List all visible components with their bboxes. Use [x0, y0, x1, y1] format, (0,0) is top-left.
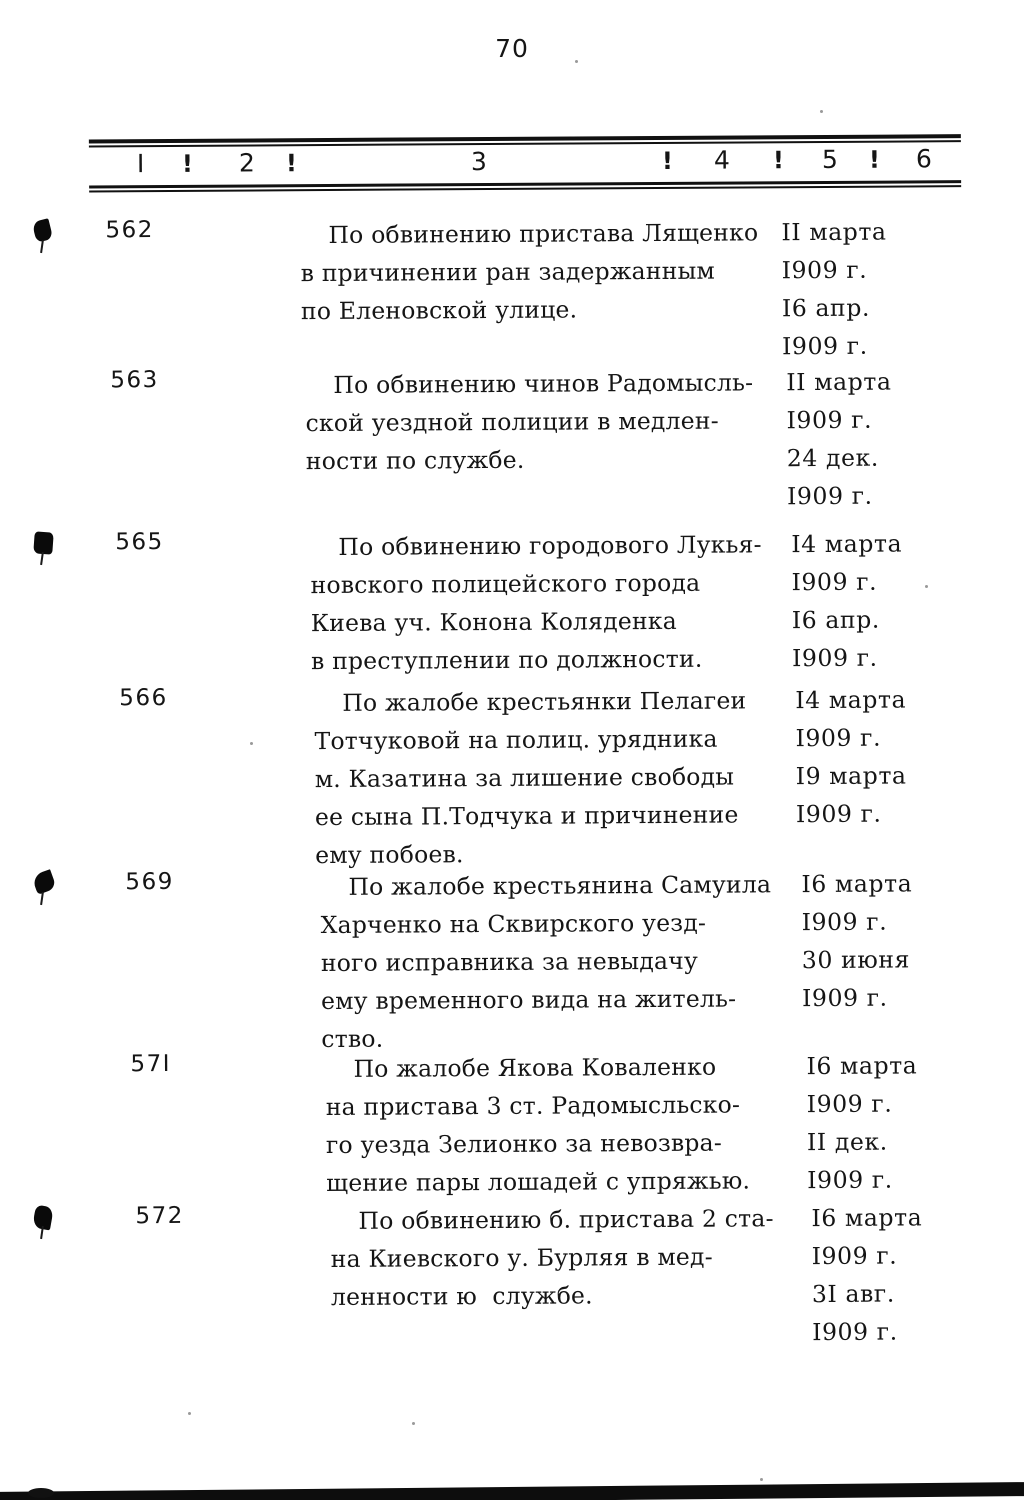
date-line: I909 г. — [782, 331, 868, 361]
entry-number: 563 — [110, 367, 159, 394]
date-line: I909 г. — [802, 983, 888, 1013]
entry-number: 57I — [130, 1050, 172, 1078]
pen-mark-tail — [40, 892, 44, 905]
entry-number: 565 — [115, 529, 164, 556]
entry-description — [300, 213, 771, 330]
entry-description — [330, 1199, 801, 1316]
table-row — [105, 211, 1024, 361]
description-line: ему временного вида на житель- — [321, 984, 737, 1016]
scan-speck — [412, 1422, 415, 1425]
date-line: I9 марта — [795, 761, 907, 791]
scan-blob-artifact — [28, 1488, 54, 1498]
entry-description — [314, 681, 785, 874]
description-line: ство. — [321, 1024, 384, 1054]
column-header-3: 3 — [470, 147, 487, 177]
scan-speck — [188, 1412, 191, 1415]
description-line: По жалобе Якова Коваленко — [353, 1052, 717, 1083]
table-row — [110, 361, 1024, 511]
description-line: ности по службе. — [305, 445, 525, 476]
scan-speck — [575, 60, 578, 63]
description-line: По обвинению городового Лукья- — [338, 530, 762, 561]
description-line: ему побоев. — [315, 840, 464, 870]
scan-speck — [925, 585, 928, 588]
description-line: По жалобе крестьянина Самуила — [348, 870, 772, 901]
description-line: По обвинению б. пристава 2 ста- — [358, 1204, 774, 1235]
entry-number: 566 — [119, 684, 168, 712]
date-line: I909 г. — [806, 1089, 893, 1119]
date-line: I6 апр. — [791, 605, 880, 635]
description-line: Киева уч. Конона Коляденка — [310, 606, 677, 638]
scan-speck — [760, 1478, 763, 1481]
entry-description — [310, 525, 781, 680]
description-line: ской уездной полиции в медлен- — [305, 406, 719, 438]
entry-number: 562 — [105, 217, 154, 244]
scan-edge-artifact — [0, 1482, 1024, 1500]
entry-number: 572 — [135, 1202, 184, 1230]
entry-dates — [786, 362, 1024, 516]
entry-dates — [795, 680, 1024, 834]
date-line: I909 г. — [786, 405, 873, 435]
column-separator-1: ! — [181, 149, 194, 178]
column-separator-3: ! — [661, 146, 674, 175]
date-line: I909 г. — [807, 1165, 893, 1195]
description-line: ее сына П.Тодчука и причинение — [314, 800, 739, 832]
description-line: го уезда Зелионко за невозвра- — [325, 1128, 723, 1160]
date-line: I6 марта — [801, 869, 913, 899]
date-line: II дек. — [806, 1127, 888, 1157]
date-line: 24 дек. — [786, 443, 880, 473]
scan-speck — [250, 742, 253, 745]
description-line: По жалобе крестьянки Пелагеи — [342, 686, 747, 717]
column-separator-2: ! — [285, 149, 298, 178]
entry-number: 569 — [125, 868, 174, 896]
description-line: на Киевского у. Бурляя в мед- — [330, 1242, 713, 1274]
column-header-1: I — [136, 149, 145, 179]
margin-check-mark-icon — [34, 532, 68, 566]
description-line: щение пары лошадей с упряжью. — [326, 1166, 751, 1198]
date-line: I909 г. — [786, 481, 873, 511]
date-line: I909 г. — [795, 723, 882, 753]
description-line: в причинении ран задержанным — [300, 256, 716, 288]
table-column-header — [89, 134, 961, 191]
date-line: 30 июня — [801, 945, 911, 975]
pen-mark-tail — [40, 1226, 44, 1239]
date-line: I909 г. — [791, 643, 878, 673]
column-header-5: 5 — [821, 144, 838, 174]
entry-dates — [811, 1198, 1024, 1352]
description-line: в преступлении по должности. — [310, 644, 703, 676]
description-line: Харченко на Сквирского уезд- — [320, 908, 707, 940]
description-line: По обвинению пристава Лященко — [328, 218, 759, 249]
entry-dates — [806, 1046, 1024, 1200]
description-line: ного исправника за невыдачу — [320, 946, 699, 978]
pen-mark-blob — [33, 531, 53, 554]
date-line: I6 марта — [806, 1051, 918, 1081]
date-line: I909 г. — [791, 567, 878, 597]
entry-dates — [801, 864, 1024, 1018]
description-line: По обвинению чинов Радомысль- — [333, 368, 754, 399]
entry-dates — [791, 524, 1024, 678]
margin-check-mark-icon — [34, 872, 68, 906]
description-line: Тотчуковой на полиц. урядника — [314, 724, 718, 756]
column-separator-5: ! — [868, 145, 881, 174]
description-line: ленности ю службе. — [330, 1281, 593, 1312]
date-line: I909 г. — [801, 907, 888, 937]
column-separator-4: ! — [772, 146, 785, 175]
date-line: II марта — [781, 217, 887, 247]
date-line: II марта — [786, 367, 892, 397]
date-line: I4 марта — [791, 529, 903, 559]
date-line: I6 марта — [811, 1203, 923, 1233]
date-line: I6 апр. — [781, 293, 871, 323]
date-line: I909 г. — [781, 255, 868, 285]
entry-description — [325, 1047, 796, 1202]
date-line: I909 г. — [795, 799, 882, 829]
table-row — [115, 523, 1024, 676]
description-line: по Еленовской улице. — [300, 295, 578, 326]
entry-dates — [781, 212, 1024, 366]
table-row — [119, 679, 1024, 870]
column-header-2: 2 — [238, 148, 255, 178]
date-line: I909 г. — [812, 1317, 898, 1347]
date-line: 3I авг. — [811, 1279, 895, 1309]
description-line: на пристава 3 ст. Радомысльско- — [325, 1090, 741, 1122]
scan-speck — [820, 110, 823, 113]
description-line: новского полицейского города — [310, 568, 701, 600]
date-line: I4 марта — [795, 685, 907, 715]
date-line: I909 г. — [811, 1241, 898, 1271]
entry-description — [305, 363, 776, 480]
description-line: м. Казатина за лишение свободы — [314, 762, 735, 794]
page-number: 70 — [495, 34, 529, 63]
entry-description — [320, 865, 791, 1058]
pen-mark-tail — [40, 552, 44, 565]
column-header-6: 6 — [915, 144, 932, 174]
column-header-4: 4 — [713, 145, 730, 175]
margin-check-mark-icon — [34, 1206, 68, 1240]
pen-mark-blob — [31, 869, 57, 895]
margin-check-mark-icon — [34, 220, 68, 254]
pen-mark-tail — [40, 240, 44, 253]
